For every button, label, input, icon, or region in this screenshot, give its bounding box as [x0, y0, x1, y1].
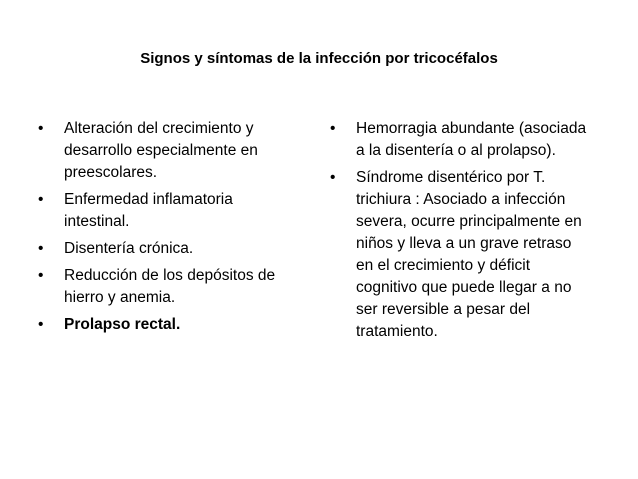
left-bullet-list	[38, 118, 288, 341]
list-item	[38, 238, 288, 260]
list-item	[38, 314, 288, 336]
bullet-icon: •	[330, 169, 336, 186]
bullet-icon: •	[38, 191, 44, 208]
list-item	[38, 265, 288, 309]
list-item-text: Alteración del crecimiento y desarrollo especialmente en preescolares.	[64, 120, 258, 181]
list-item-text: Enfermedad inflamatoria intestinal.	[64, 191, 233, 230]
list-item-text: Reducción de los depósitos de hierro y anemia.	[64, 267, 276, 306]
bullet-icon: •	[38, 240, 44, 257]
list-item	[38, 118, 288, 184]
list-item	[330, 167, 592, 343]
bullet-icon: •	[38, 120, 44, 137]
list-item-text: Disentería crónica.	[64, 240, 194, 257]
slide-title: Signos y síntomas de la infección por tricocéfalos	[140, 50, 498, 67]
bullet-icon: •	[38, 316, 44, 333]
list-item-text: Síndrome disentérico por T. trichiura : Asociado a infección severa, ocurre principalmente en niños y lleva a un grave retraso en el crecimiento y déficit cognitivo que puede llegar a no ser reversible a pesar del tratamiento.	[356, 169, 582, 340]
right-bullet-list	[330, 118, 592, 348]
list-item-text-bold: Prolapso rectal.	[64, 316, 181, 333]
bullet-icon: •	[38, 267, 44, 284]
list-item	[330, 118, 592, 162]
list-item	[38, 189, 288, 233]
bullet-icon: •	[330, 120, 336, 137]
list-item-text: Hemorragia abundante (asociada a la disentería o al prolapso).	[356, 120, 587, 159]
